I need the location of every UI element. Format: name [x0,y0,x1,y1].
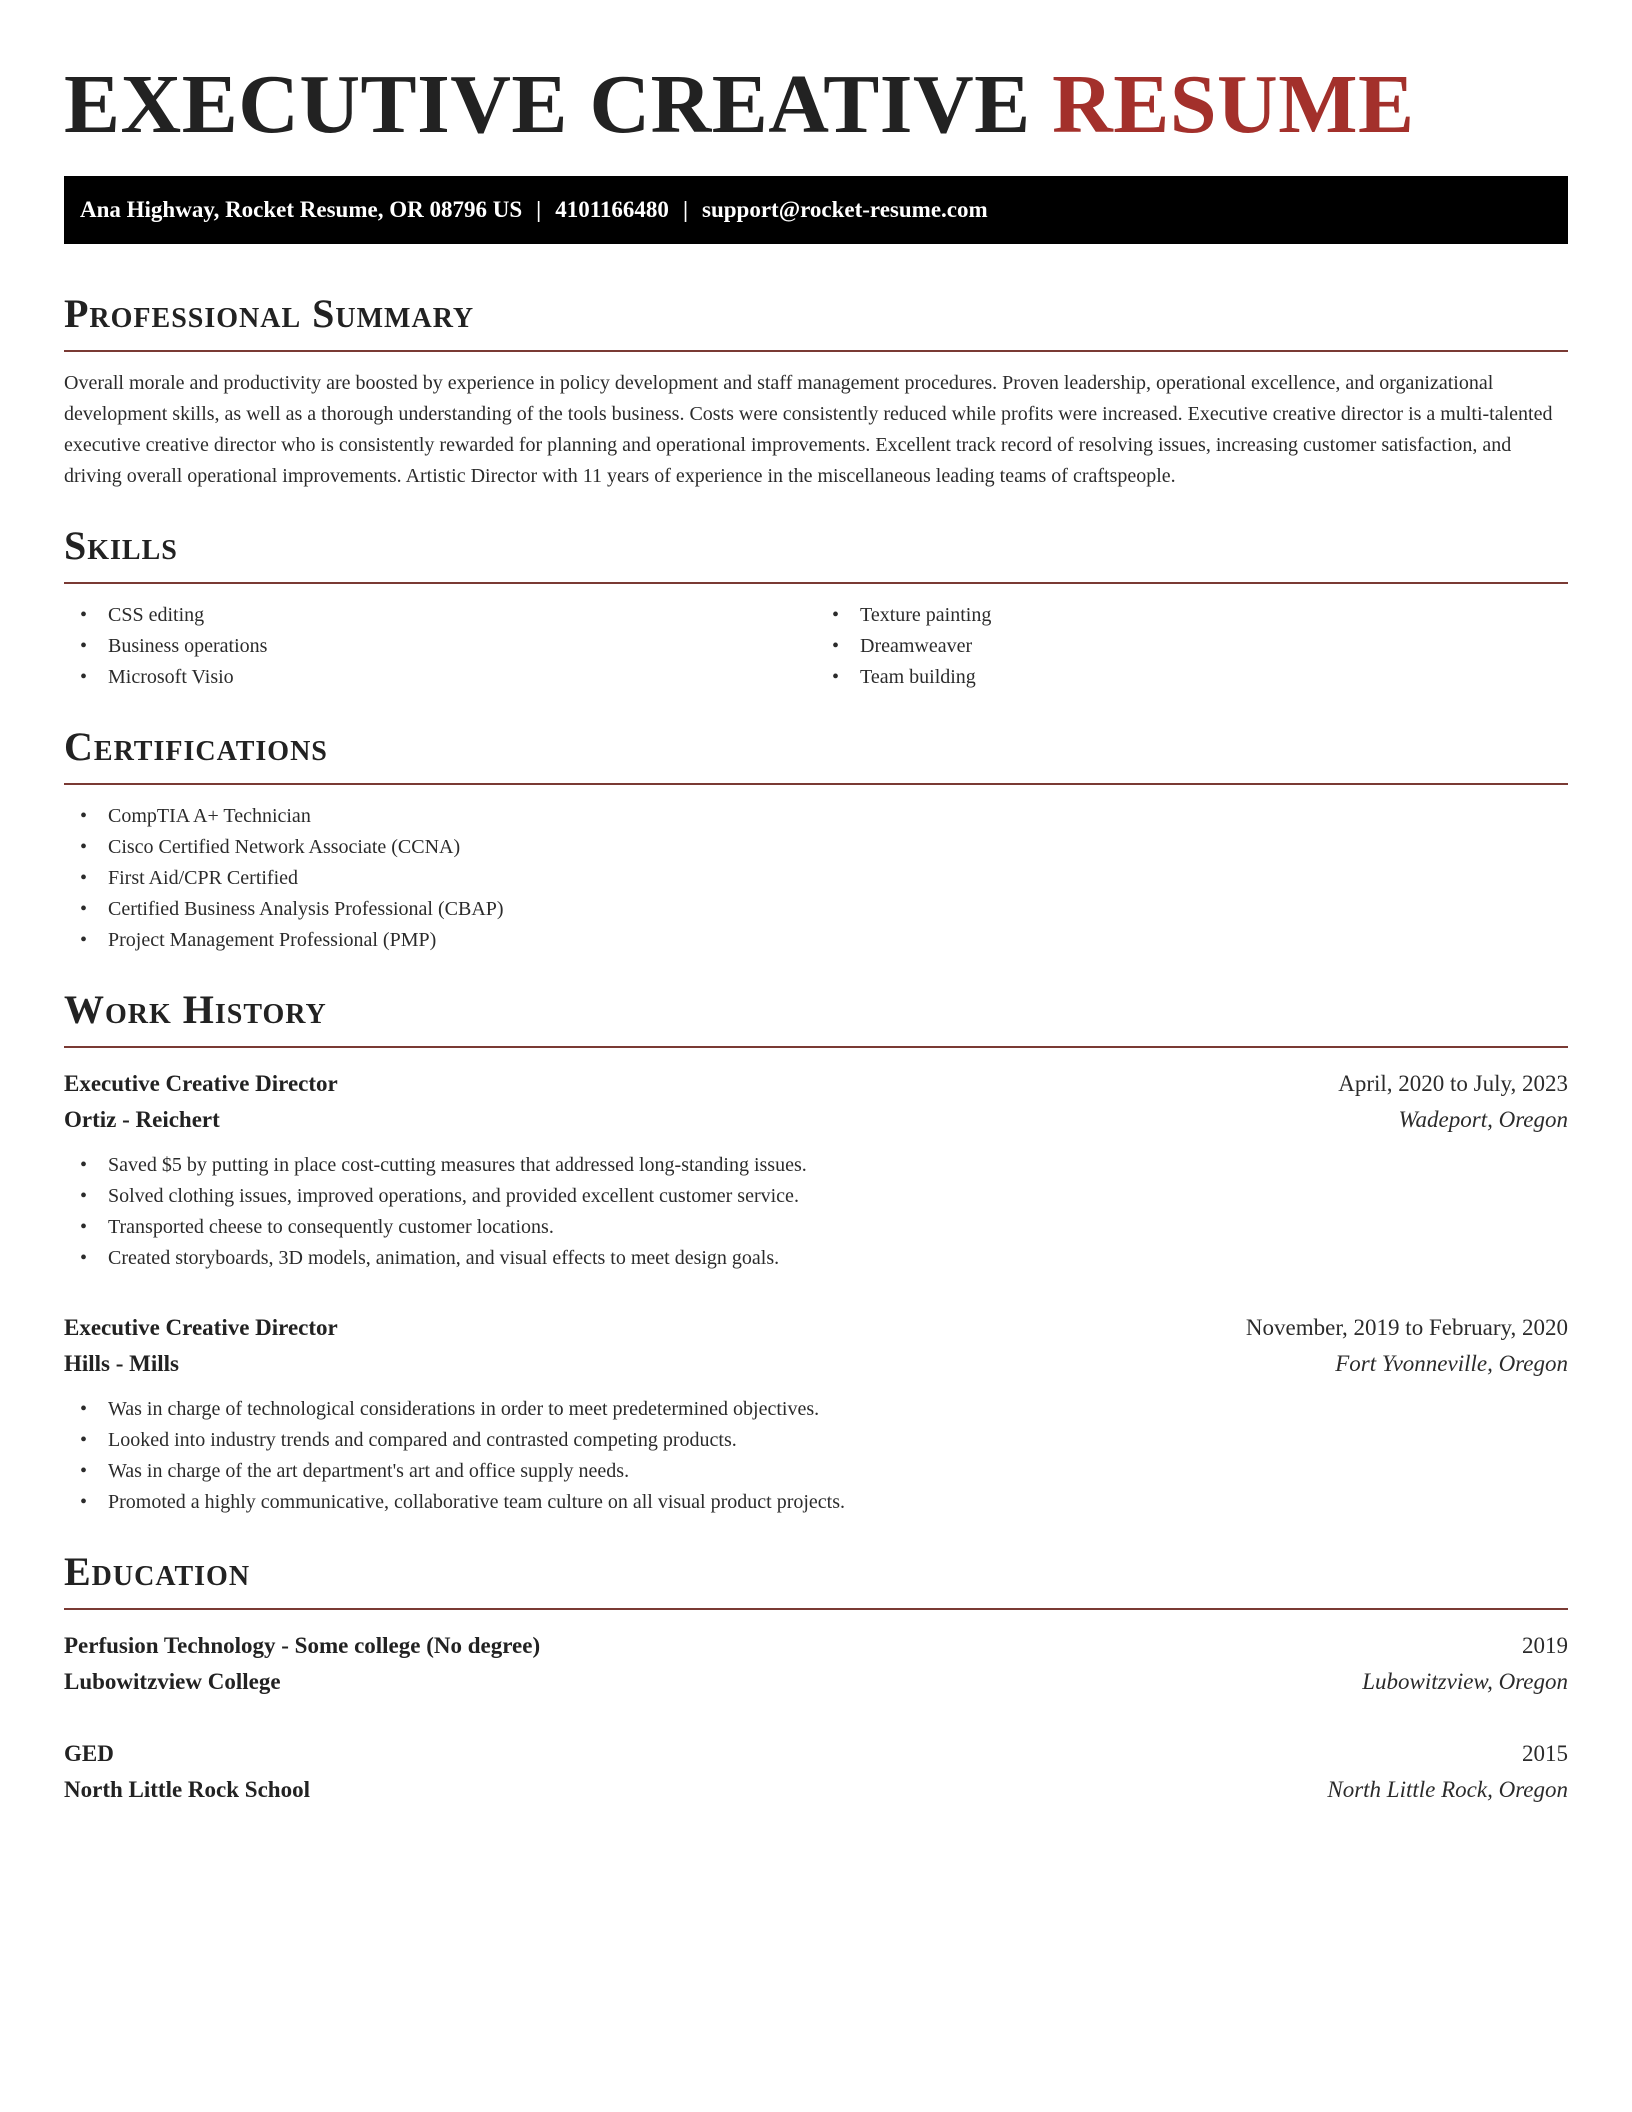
section-divider [64,783,1568,785]
summary-heading: Professional Summary [64,291,475,336]
contact-separator: | [682,197,689,222]
contact-email: support@rocket-resume.com [702,197,988,222]
job-bullet: • Was in charge of technological considerations in order to meet predetermined objectives. [64,1394,1568,1425]
skills-list-right [816,600,1568,693]
summary-text: Overall morale and productivity are boosted by experience in policy development and staff management procedures. Proven leadership, operational excellence, and organizational development skills, as well as a thorough understanding of the tools business. Costs were consistently reduced while profits were increased. Executive creative director is a multi-talented executive creative director who is consistently rewarded for planning and operational improvements. Excellent track record of resolving issues, increasing customer satisfaction, and driving overall operational improvements. Artistic Director with 11 years of experience in the miscellaneous leading teams of craftspeople. [64,372,1553,487]
contact-phone: 4101166480 [555,197,669,222]
skills-heading: Skills [64,523,178,568]
job-location: Wadeport, Oregon [1398,1107,1568,1132]
education-entry [64,1628,1568,1700]
skill-item: • Business operations [64,631,816,662]
skill-item: • Texture painting [816,600,1568,631]
contact-bar [64,176,1568,244]
contact-separator: | [536,197,542,222]
education-section [64,1548,1568,1808]
job-bullets [64,1150,1568,1274]
job-title: Executive Creative Director [64,1071,338,1096]
title-main: EXECUTIVE CREATIVE [64,58,1031,151]
skill-item: • Dreamweaver [816,631,1568,662]
skills-list-left [64,600,816,693]
job-bullet: • Solved clothing issues, improved operations, and provided excellent customer service. [64,1181,1568,1212]
job-company-row [64,1346,1568,1382]
education-school-row [64,1664,1568,1700]
education-location: North Little Rock, Oregon [1327,1777,1568,1802]
certifications-list [64,801,1568,956]
certification-item: • Certified Business Analysis Professional (CBAP) [64,894,1568,925]
job-bullet: • Created storyboards, 3D models, animation, and visual effects to meet design goals. [64,1243,1568,1274]
job-header-row [64,1310,1568,1346]
section-divider [64,1046,1568,1048]
certifications-section [64,723,1568,956]
skill-item: • CSS editing [64,600,816,631]
skills-section [64,522,1568,693]
education-year: 2019 [1522,1633,1568,1658]
job-bullet: • Looked into industry trends and compared and contrasted competing products. [64,1425,1568,1456]
education-location: Lubowitzview, Oregon [1362,1669,1568,1694]
section-divider [64,350,1568,352]
job-bullet: • Transported cheese to consequently customer locations. [64,1212,1568,1243]
education-degree: GED [64,1741,114,1766]
skills-grid [64,600,1568,693]
job-company: Hills - Mills [64,1351,179,1376]
certification-item: • CompTIA A+ Technician [64,801,1568,832]
work-history-heading: Work History [64,987,327,1032]
education-header-row [64,1736,1568,1772]
job-dates: April, 2020 to July, 2023 [1338,1071,1568,1096]
job-location: Fort Yvonneville, Oregon [1335,1351,1568,1376]
job-dates: November, 2019 to February, 2020 [1245,1315,1568,1340]
work-history-section [64,986,1568,1518]
education-school-row [64,1772,1568,1808]
job-bullets [64,1394,1568,1518]
resume-title [64,0,1568,154]
skill-item: • Team building [816,662,1568,693]
education-school: North Little Rock School [64,1777,310,1802]
certification-item: • First Aid/CPR Certified [64,863,1568,894]
certification-item: • Cisco Certified Network Associate (CCNA) [64,832,1568,863]
job-entry [64,1310,1568,1518]
job-bullet: • Promoted a highly communicative, collaborative team culture on all visual product projects. [64,1487,1568,1518]
job-bullet: • Saved $5 by putting in place cost-cutting measures that addressed long-standing issues. [64,1150,1568,1181]
education-entry [64,1736,1568,1808]
section-divider [64,1608,1568,1610]
education-degree: Perfusion Technology - Some college (No degree) [64,1633,541,1658]
education-heading: Education [64,1549,251,1594]
job-header-row [64,1066,1568,1102]
job-title: Executive Creative Director [64,1315,338,1340]
education-header-row [64,1628,1568,1664]
certifications-heading: Certifications [64,724,328,769]
skill-item: • Microsoft Visio [64,662,816,693]
job-entry [64,1066,1568,1274]
contact-address: Ana Highway, Rocket Resume, OR 08796 US [80,197,523,222]
summary-section [64,290,1568,492]
education-school: Lubowitzview College [64,1669,281,1694]
job-bullet: • Was in charge of the art department's art and office supply needs. [64,1456,1568,1487]
section-divider [64,582,1568,584]
title-accent: RESUME [1052,58,1415,151]
job-company-row [64,1102,1568,1138]
education-year: 2015 [1522,1741,1568,1766]
certification-item: • Project Management Professional (PMP) [64,925,1568,956]
job-company: Ortiz - Reichert [64,1107,220,1132]
